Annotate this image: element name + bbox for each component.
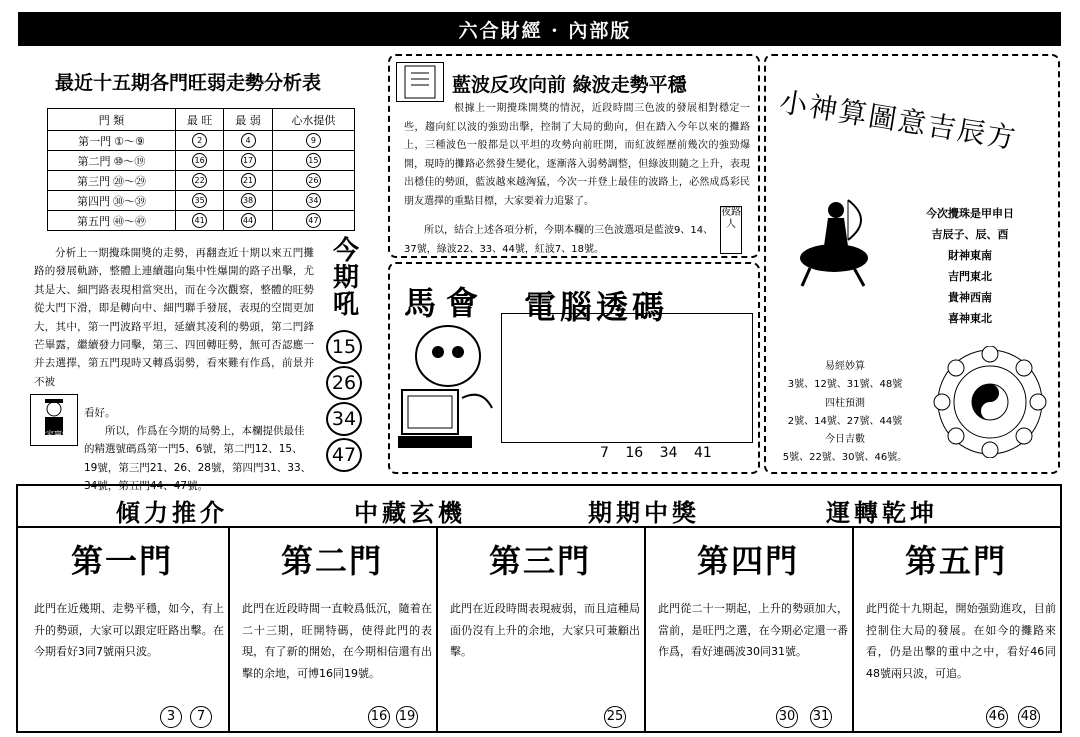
table-cell xyxy=(175,191,223,211)
gate-range: ㊵～㊾ xyxy=(112,214,146,228)
figure-label: 大家贏錢 xyxy=(38,430,70,439)
table-cell xyxy=(272,211,354,231)
number-circle: 22 xyxy=(192,173,207,188)
jinqi-label: 今期吼 xyxy=(332,236,359,320)
col-header: 最 弱 xyxy=(224,109,272,131)
analysis-text: 分析上一期攪珠開獎的走勢，再翻查近十期以來五門攤路的發展軌跡，整體上連續趨向集中性爆開的路子出擊，尤其是大、細門路表現相當突出，而在今次觀察，整體的旺勢從大門下滑，即是轉向中、細門聯手發展，表現的空間更加大，其中，第一門波路平坦，延續其凌利的勢頭，第二門鋒芒畢露，繼續發力同擊，第三、四回轉旺勢，無可否認應一并去選擇，第五門現時又轉爲弱勢，看來難有作爲，前景并不被 xyxy=(34,247,314,388)
gate-number: 46 xyxy=(986,706,1008,728)
color-wave-body: 根據上一期攪珠開獎的情況，近段時間三色波的發展相對穩定一些，趨向紅以波的強勁出擊，控制了大局的動向，但在踏入今年以來的攤路上，三種波色一般都是以平坦的攻勢向前旺開，而紅波經歷前幾次的強勁爆開，現時的攤路必然發生變化，逐漸落入弱勢調整，但綠波則隨之上升，表現出穩佳的勢頭，藍波越來越洶猛，今次一并登上最佳的波路上，必然成爲彩民朋友選擇的重點目標，大家要着力追緊了。 xyxy=(404,103,750,207)
table-row xyxy=(48,151,355,171)
table-cell xyxy=(224,211,272,231)
gate-text: 此門在近段時間表現疲弱，而且這種局面仍沒有上升的余地，大家只可兼顧出擊。 xyxy=(450,602,640,659)
author-stamp: 夜路人 xyxy=(720,206,742,254)
warrior-rider-icon xyxy=(784,180,884,290)
slogan: 中藏玄機 xyxy=(354,498,466,527)
gate-title: 第二門 xyxy=(280,542,383,580)
col-header: 門 類 xyxy=(48,109,176,131)
list-item: 喜神東北 xyxy=(948,312,992,325)
gate-title: 第一門 xyxy=(70,542,173,580)
number-circle: 17 xyxy=(241,153,256,168)
table-row xyxy=(48,131,355,151)
gate-label: 第二門 xyxy=(77,154,111,168)
number-circle: 21 xyxy=(241,173,256,188)
yijing-line: 四柱預測 xyxy=(825,397,865,409)
bagua-wheel-icon xyxy=(930,346,1050,458)
number-circle: 16 xyxy=(192,153,207,168)
gate-text: 此門從十九期起，開始强勁進攻，目前控制住大局的發展。在如今的攤路來看，仍是出擊的重中之中，看好46同48號兩只波，可追。 xyxy=(866,602,1056,680)
table-cell xyxy=(48,211,176,231)
number-circle: 47 xyxy=(306,213,321,228)
number-circle: 41 xyxy=(192,213,207,228)
gate-label: 第四門 xyxy=(76,194,110,208)
list-item: 貴神西南 xyxy=(948,291,992,304)
gate-title: 第四門 xyxy=(696,542,799,580)
gate-number: 30 xyxy=(776,706,798,728)
gate-range: ①～⑨ xyxy=(114,134,145,148)
code-number: 34 xyxy=(659,445,678,461)
yijing-line: 5號、22號、30號、46號。 xyxy=(782,452,908,464)
analysis-text-end: 看好。 xyxy=(84,407,116,419)
gate-number: 25 xyxy=(604,706,626,728)
number-circle: 2 xyxy=(192,133,207,148)
table-cell xyxy=(48,171,176,191)
number-circle: 44 xyxy=(241,213,256,228)
code-number: 16 xyxy=(625,445,644,461)
number-circle: 38 xyxy=(241,193,256,208)
gate-title: 第五門 xyxy=(904,542,1007,580)
table-cell xyxy=(272,131,354,151)
list-item: 吉辰子、辰、酉 xyxy=(931,228,1009,241)
gate-number: 16 xyxy=(368,706,390,728)
yijing-line: 2號、14號、27號、44號 xyxy=(787,415,903,427)
pick-number: 34 xyxy=(326,402,362,436)
slogan: 運轉乾坤 xyxy=(826,498,938,527)
gate-number: 7 xyxy=(190,706,212,728)
gate-number: 3 xyxy=(160,706,182,728)
gate-range: ㉚～㊴ xyxy=(112,194,146,208)
number-circle: 26 xyxy=(306,173,321,188)
gate-text: 此門從二十一期起，上升的勢頭加大，當前，是旺門之選，在今期必定還一番作爲，看好連碼波30同31號。 xyxy=(658,602,848,659)
pick-number: 15 xyxy=(326,330,362,364)
yijing-line: 今日吉數 xyxy=(825,434,865,446)
code-number: 7 xyxy=(600,445,609,461)
code-number: 41 xyxy=(693,445,712,461)
gate-range: ⑳～㉙ xyxy=(112,174,146,188)
gate-title: 第三門 xyxy=(488,542,591,580)
column-divider xyxy=(852,528,854,733)
pick-number: 47 xyxy=(326,438,362,472)
gate-number: 48 xyxy=(1018,706,1040,728)
number-circle: 9 xyxy=(306,133,321,148)
number-circle: 4 xyxy=(241,133,256,148)
number-circle: 34 xyxy=(306,193,321,208)
pick-number: 26 xyxy=(326,366,362,400)
gate-range: ⑩～⑲ xyxy=(113,154,146,168)
yijing-line: 易經妙算 xyxy=(825,361,865,372)
gate-label: 第五門 xyxy=(76,214,110,228)
table-cell xyxy=(48,151,176,171)
table-cell xyxy=(48,131,176,151)
analysis-conclusion: 所以，作爲在今期的局勢上，本欄提供最佳的精選號碼爲第一門5、6號，第二門12、15、19號，第三門21、26、28號，第四門31、33、34號，第五門44、47號。 xyxy=(84,425,312,493)
table-cell xyxy=(175,171,223,191)
scroll-figure xyxy=(396,62,444,102)
page-title: 六合財經 · 內部版 xyxy=(458,20,632,42)
table-cell xyxy=(175,211,223,231)
table-cell xyxy=(224,131,272,151)
slogan: 期期中獎 xyxy=(588,498,700,527)
color-wave-title: 藍波反攻向前 綠波走勢平穩 xyxy=(452,74,687,96)
mahui-title: 馬會 xyxy=(404,284,489,322)
auspicious-list xyxy=(920,203,1020,329)
trend-table xyxy=(47,108,355,231)
table-cell xyxy=(175,151,223,171)
table-cell xyxy=(272,171,354,191)
column-divider xyxy=(436,528,438,733)
calendar-title: 小神算圖意吉辰方 xyxy=(777,85,1020,156)
table-cell xyxy=(48,191,176,211)
table-title: 最近十五期各門旺弱走勢分析表 xyxy=(55,72,322,94)
table-cell xyxy=(224,151,272,171)
fortune-god-figure xyxy=(30,394,78,446)
yijing-section xyxy=(780,358,910,468)
list-item: 今次攪珠是甲申日 xyxy=(926,207,1014,220)
list-item: 財神東南 xyxy=(948,249,992,262)
gate-label: 第一門 xyxy=(78,134,112,148)
col-header: 心水提供 xyxy=(272,109,354,131)
computer-code-title: 電腦透碼 xyxy=(524,288,669,326)
number-circle: 35 xyxy=(192,193,207,208)
color-wave-conclusion: 所以，結合上述各項分析，今期本欄的三色波選項是藍波9、14、37號，綠波22、33、44號，紅波7、18號。 xyxy=(404,225,714,255)
gate-number: 31 xyxy=(810,706,832,728)
table-cell xyxy=(224,171,272,191)
gate-text: 此門在近段時間一直較爲低沉，隨着在二十三期，旺開特碼，使得此門的表現，有了新的開始，在今期相信還有出擊的余地，可博16同19號。 xyxy=(242,602,432,680)
table-row xyxy=(48,211,355,231)
gate-label: 第三門 xyxy=(76,174,110,188)
list-item: 吉門東北 xyxy=(948,270,992,283)
table-cell xyxy=(272,151,354,171)
computer-numbers xyxy=(600,445,760,461)
screen-area xyxy=(501,313,753,443)
gate-number: 19 xyxy=(396,706,418,728)
slogan: 傾力推介 xyxy=(116,498,228,527)
col-header: 最 旺 xyxy=(175,109,223,131)
table-cell xyxy=(272,191,354,211)
column-divider xyxy=(644,528,646,733)
column-divider xyxy=(228,528,230,733)
yijing-line: 3號、12號、31號、48號 xyxy=(787,379,903,391)
section-divider xyxy=(16,526,1062,528)
table-cell xyxy=(224,191,272,211)
table-row xyxy=(48,171,355,191)
number-circle: 15 xyxy=(306,153,321,168)
gate-text: 此門在近幾期、走勢平穩，如今，有上升的勢頭，大家可以跟定旺路出擊。在今期看好3同7號兩只波。 xyxy=(34,602,224,659)
cartoon-computer-icon xyxy=(392,318,504,458)
table-cell xyxy=(175,131,223,151)
table-row xyxy=(48,191,355,211)
